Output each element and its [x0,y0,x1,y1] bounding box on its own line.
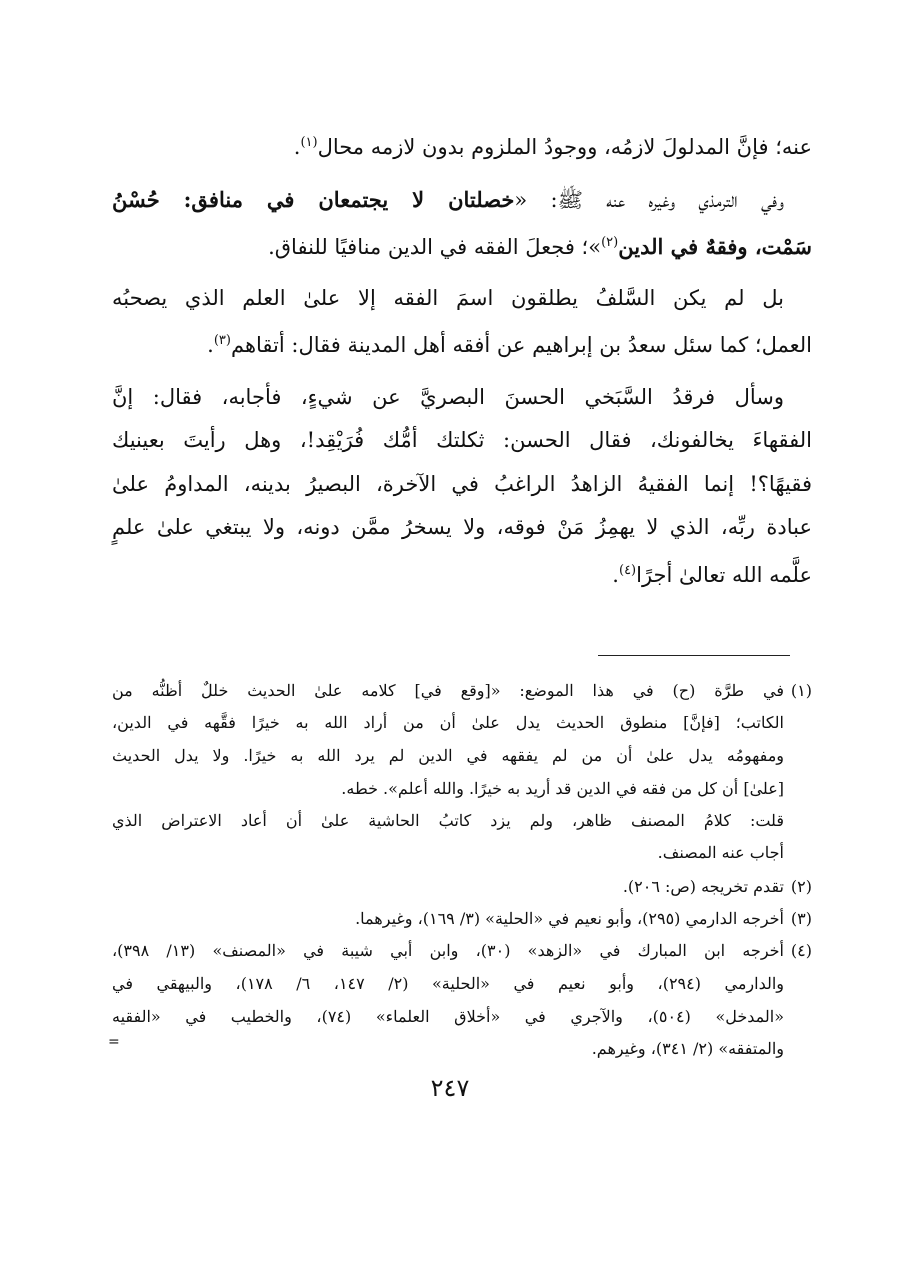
footnote-number: (٤) [790,941,812,960]
footnote-separator [598,655,790,656]
footnote-line: «المدخل» (٥٠٤)، والآجري في «أخلاق العلماء» (٧٤)، والخطيب في «الفقيه [112,1007,784,1026]
line-text: علَّمه الله تعالىٰ أجرًا [636,563,812,587]
footnote-line: أخرجه ابن المبارك في «الزهد» (٣٠)، وابن أبي شيبة في «المصنف» (١٣/ ٣٩٨)، [112,941,784,960]
footnote-ref[interactable]: (٣) [213,333,231,348]
footnote-number: (١) [790,681,812,700]
footnote-number: (٢) [790,877,812,896]
hadith-text: سَمْت، وفقهٌ في الدين [618,234,812,259]
text-line: بل لم يكن السَّلفُ يطلقون اسمَ الفقه إلا علىٰ العلم الذي يصحبُه [112,286,784,310]
line-text: العمل؛ كما سئل سعدُ بن إبراهيم عن أفقه أهل المدينة فقال: أتقاهم [230,333,812,357]
continuation-mark: = [108,1034,120,1050]
text-line: وسأل فرقدُ السَّبَخي الحسنَ البصريَّ عن شيءٍ، فأجابه، فقال: إنَّ [112,385,784,409]
footnote-line: أجاب عنه المصنف. [657,843,784,862]
text-line [112,326,812,360]
footnote-ref[interactable]: (٤) [618,563,637,578]
footnote-line: ومفهومُه يدل علىٰ أن من لم يفقهه في الدين لم يرد الله به خيرًا. ولا يدل الحديث [112,746,784,765]
punct: . [207,333,214,357]
footnote-ref[interactable]: (٢) [601,235,619,250]
footnote-line: في طرَّة (ح) في هذا الموضع: «[وقع في] كلامه علىٰ الحديث خللٌ أظنُّه من [112,681,784,700]
footnote-ref[interactable]: (١) [300,135,318,150]
footnote-line: تقدم تخريجه (ص: ٢٠٦). [622,877,784,896]
line-text: عنه؛ فإنَّ المدلولَ لازمُه، ووجودُ الملزوم بدون لازمه محال [317,135,812,159]
line-text: »؛ فجعلَ الفقه في الدين منافيًا للنفاق. [268,235,602,259]
text-line: فقيهًا؟! إنما الفقيهُ الزاهدُ الراغبُ في الآخرة، البصيرُ بدينه، المداومُ علىٰ [112,472,812,496]
footnote-line: [علىٰ] أن كل من فقه في الدين قد أريد به خيرًا. والله أعلم». خطه. [341,779,784,798]
footnote-line: والمتفقه» (٢/ ٣٤١)، وغيرهم. [591,1039,784,1058]
footnote-line: قلت: كلامُ المصنف ظاهر، ولم يزد كاتبُ الحاشية علىٰ أن أعاد الاعتراض الذي [112,811,784,830]
footnote-line: والدارمي (٢٩٤)، وأبو نعيم في «الحلية» (٢/ ١٤٧، ٦/ ١٧٨)، والبيهقي في [112,974,785,993]
text-line [112,185,812,215]
text-line [112,556,812,590]
text-line [112,128,812,162]
punct: . [293,135,301,159]
page-number: ٢٤٧ [430,1074,470,1102]
text-line [112,228,812,262]
text-line: الفقهاءَ يخالفونك، فقال الحسن: ثكلتك أمُّك فُرَيْقِد!، وهل رأيتَ بعينيك [112,428,812,452]
line-text: وفي الترمذي وغيره عنه ﷺ: « [514,188,784,212]
footnote-line: الكاتب؛ [فإنَّ] منطوق الحديث يدل علىٰ أن من أراد الله به خيرًا فقَّهه في الدين، [112,713,784,732]
text-line: عبادة ربِّه، الذي لا يهمِزُ مَنْ فوقه، ولا يسخرُ ممَّن دونه، ولا يبتغي علىٰ علمٍ [112,515,812,539]
footnote-number: (٣) [790,909,812,928]
footnote-line: أخرجه الدارمي (٢٩٥)، وأبو نعيم في «الحلية» (٣/ ١٦٩)، وغيرهما. [355,909,784,928]
punct: . [612,563,619,587]
hadith-text: خصلتان لا يجتمعان في منافق: حُسْنُ [112,187,515,212]
